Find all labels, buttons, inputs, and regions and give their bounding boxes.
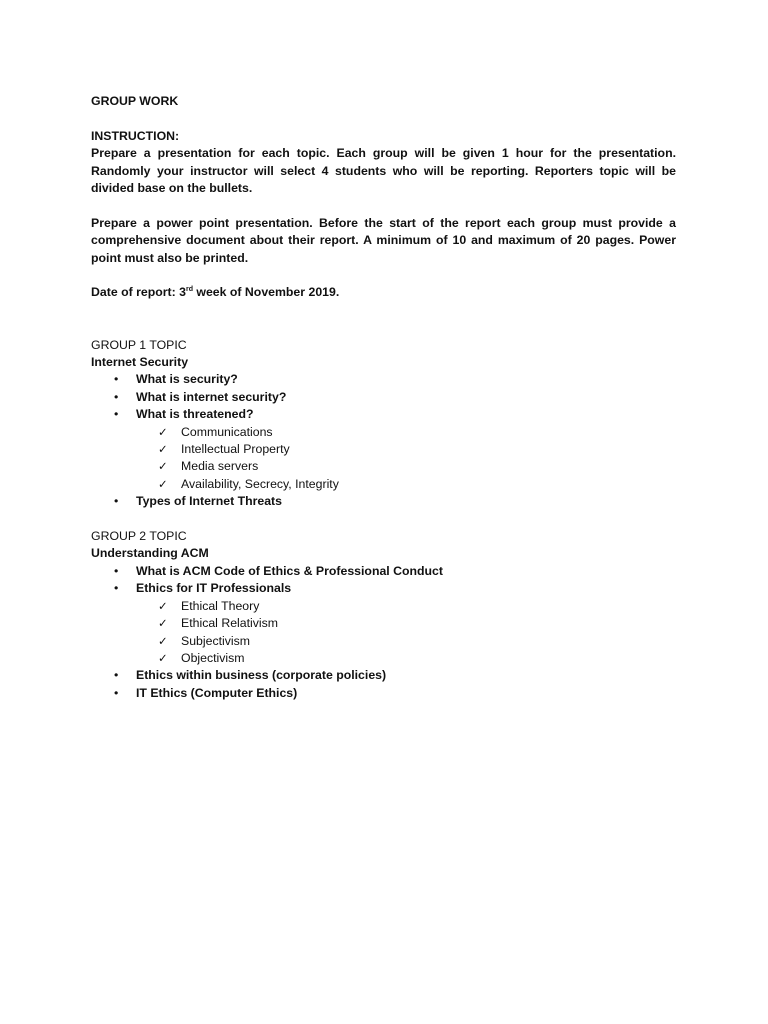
group1-heading: GROUP 1 TOPIC: [91, 337, 187, 352]
list-item: [91, 371, 676, 388]
check-item-label: Communications: [181, 424, 273, 439]
report-date-superscript: rd: [185, 286, 193, 294]
check-item-label: Ethical Theory: [181, 598, 260, 613]
list-item-label: What is threatened?: [136, 407, 254, 422]
group2-section: [91, 528, 676, 702]
check-item: [91, 458, 676, 475]
check-item: [91, 650, 676, 667]
report-date-suffix: week of November 2019.: [192, 285, 340, 300]
group2-heading: GROUP 2 TOPIC: [91, 529, 187, 544]
instruction-label: INSTRUCTION:: [91, 128, 180, 143]
list-item-label: What is security?: [136, 372, 238, 387]
list-item-label: Types of Internet Threats: [136, 494, 282, 509]
bullet-icon: •: [114, 407, 119, 422]
group1-bullet-list: [91, 371, 676, 423]
check-item: [91, 424, 676, 441]
check-item: [91, 441, 676, 458]
list-item: [91, 406, 676, 423]
group1-bullet-list-end: [91, 493, 676, 510]
group1-subject: Internet Security: [91, 355, 189, 370]
check-item-label: Objectivism: [181, 650, 245, 665]
report-date: [91, 284, 676, 301]
list-item-label: Ethics for IT Professionals: [136, 581, 292, 596]
list-item: [91, 667, 676, 684]
checkmark-icon: ✓: [158, 442, 168, 457]
bullet-icon: •: [114, 389, 119, 404]
list-item-label: IT Ethics (Computer Ethics): [136, 685, 298, 700]
document-title: GROUP WORK: [91, 94, 179, 108]
check-item-label: Media servers: [181, 459, 259, 474]
report-date-prefix: Date of report: 3: [91, 285, 186, 300]
checkmark-icon: ✓: [158, 598, 168, 613]
bullet-icon: •: [114, 494, 119, 509]
group1-section: [91, 337, 676, 511]
check-item-label: Subjectivism: [181, 633, 251, 648]
list-item-label: Ethics within business (corporate policies): [136, 668, 387, 683]
checkmark-icon: ✓: [158, 633, 168, 648]
check-item-label: Availability, Secrecy, Integrity: [181, 476, 339, 491]
list-item-label: What is internet security?: [136, 389, 287, 404]
list-item: [91, 389, 676, 406]
check-item: [91, 476, 676, 493]
group1-check-list: [91, 424, 676, 494]
checkmark-icon: ✓: [158, 616, 168, 631]
list-item: [91, 563, 676, 580]
bullet-icon: •: [114, 668, 119, 683]
list-item-label: What is ACM Code of Ethics & Professional Conduct: [136, 563, 443, 578]
group2-bullet-list: [91, 563, 676, 598]
bullet-icon: •: [114, 581, 119, 596]
group2-check-list: [91, 598, 676, 668]
group2-bullet-list-end: [91, 667, 676, 702]
bullet-icon: •: [114, 685, 119, 700]
check-item: [91, 598, 676, 615]
check-item: [91, 633, 676, 650]
list-item: [91, 493, 676, 510]
checkmark-icon: ✓: [158, 459, 168, 474]
instruction-paragraph: Prepare a presentation for each topic. Each group will be given 1 hour for the presentation. Randomly your instructor will select 4 students who will be reporting. Reporters topic will be divided base on the bullets.: [91, 146, 676, 196]
check-item-label: Ethical Relativism: [181, 616, 279, 631]
presentation-paragraph: Prepare a power point presentation. Before the start of the report each group must provide a comprehensive document about their report. A minimum of 10 and maximum of 20 pages. Power point must also be printed.: [91, 215, 676, 265]
checkmark-icon: ✓: [158, 424, 168, 439]
list-item: [91, 685, 676, 702]
group2-subject: Understanding ACM: [91, 546, 209, 561]
bullet-icon: •: [114, 563, 119, 578]
check-item: [91, 615, 676, 632]
checkmark-icon: ✓: [158, 476, 168, 491]
list-item: [91, 580, 676, 597]
bullet-icon: •: [114, 372, 119, 387]
checkmark-icon: ✓: [158, 650, 168, 665]
check-item-label: Intellectual Property: [181, 442, 290, 457]
